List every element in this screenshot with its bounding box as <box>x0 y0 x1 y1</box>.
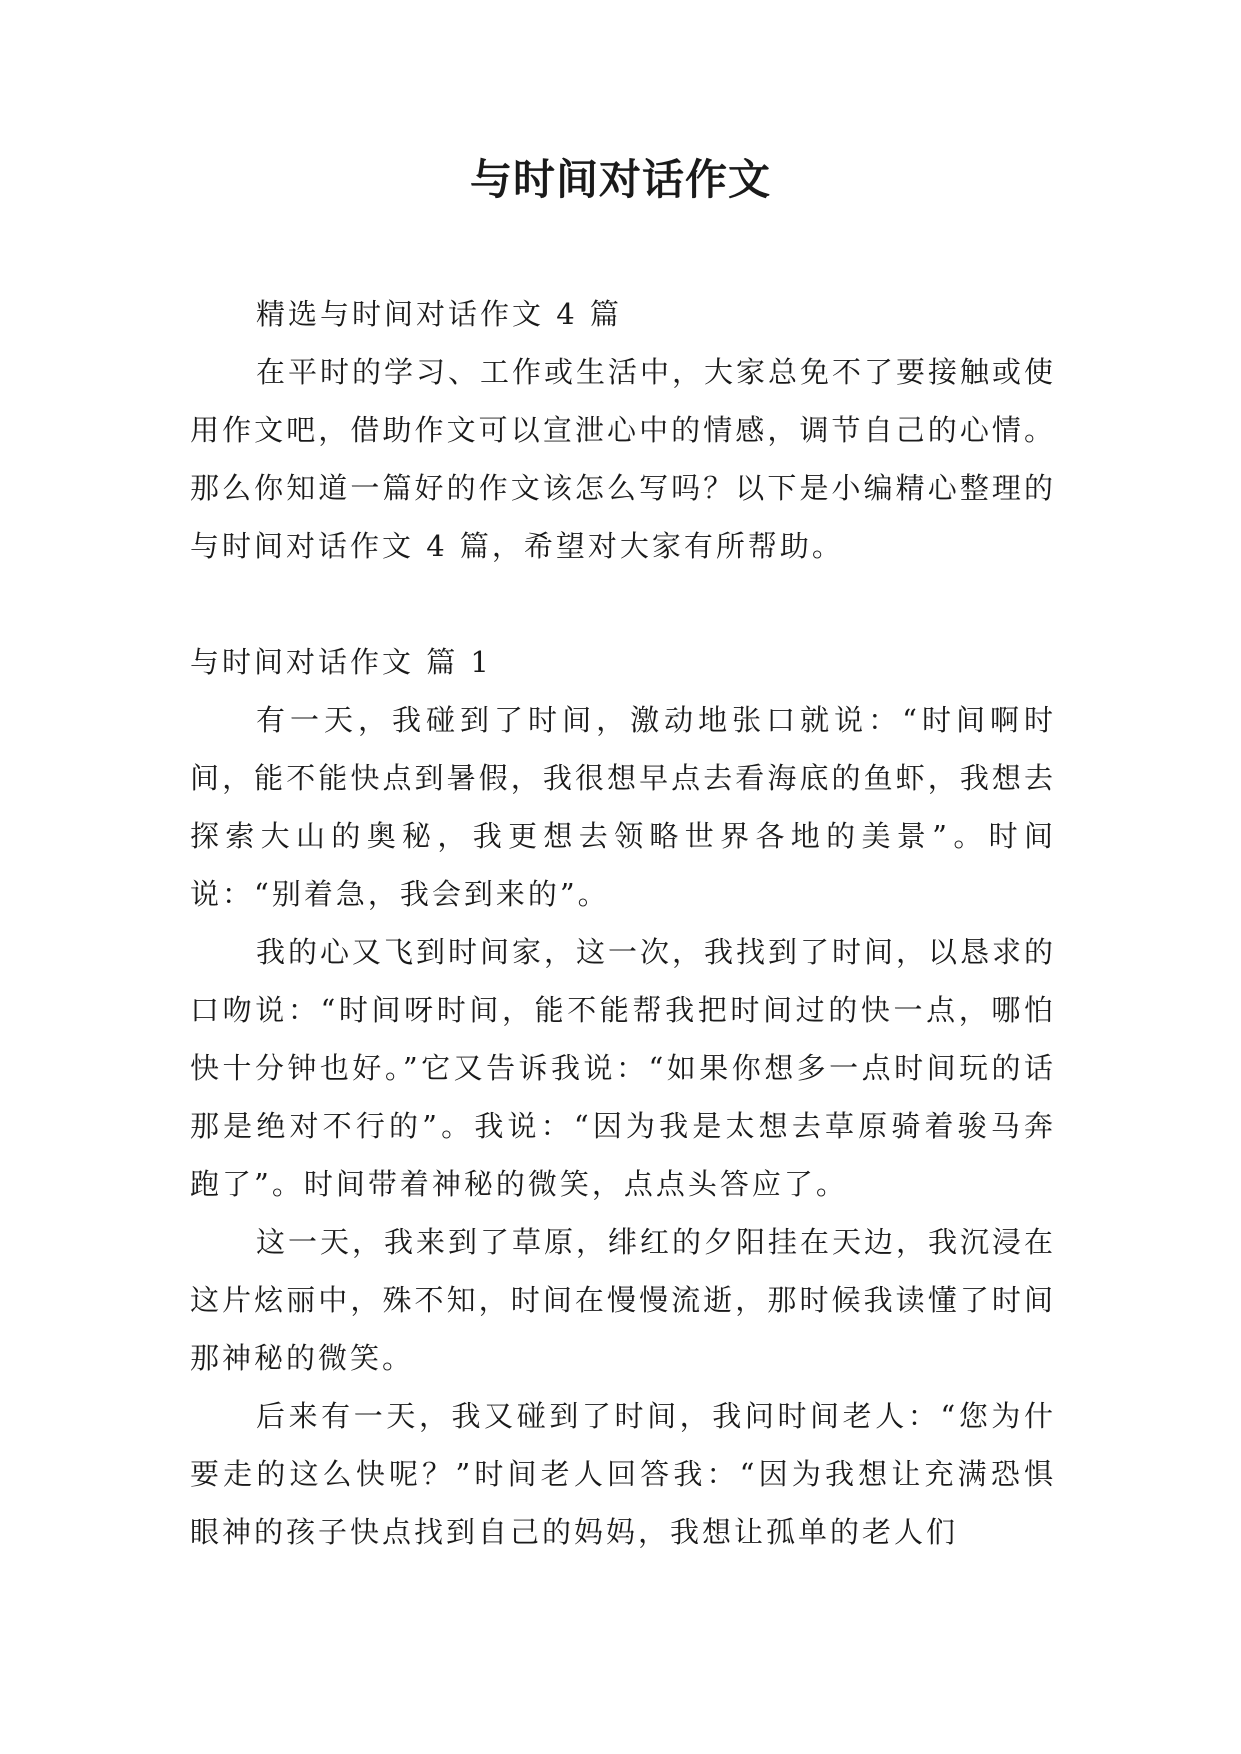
body-paragraph: 有一天，我碰到了时间，激动地张口就说：“时间啊时间，能不能快点到暑假，我很想早点去看海底的鱼虾，我想去探索大山的奥秘，我更想去领略世界各地的美景”。时间说：“别着急，我会到来的”。 <box>190 703 1056 911</box>
document-subtitle: 精选与时间对话作文 4 篇 <box>256 297 622 331</box>
section-heading: 与时间对话作文 篇 1 <box>190 645 492 679</box>
document-body <box>190 285 1056 1561</box>
body-paragraph: 我的心又飞到时间家，这一次，我找到了时间，以恳求的口吻说：“时间呀时间，能不能帮我把时间过的快一点，哪怕快十分钟也好。”它又告诉我说：“如果你想多一点时间玩的话那是绝对不行的”。我说：“因为我是太想去草原骑着骏马奔跑了”。时间带着神秘的微笑，点点头答应了。 <box>190 935 1057 1201</box>
body-paragraph: 这一天，我来到了草原，绯红的夕阳挂在天边，我沉浸在这片炫丽中，殊不知，时间在慢慢流逝，那时候我读懂了时间那神秘的微笑。 <box>190 1225 1057 1375</box>
intro-paragraph: 在平时的学习、工作或生活中，大家总免不了要接触或使用作文吧，借助作文可以宣泄心中的情感，调节自己的心情。那么你知道一篇好的作文该怎么写吗？以下是小编精心整理的与时间对话作文 4 篇，希望对大家有所帮助。 <box>190 355 1057 563</box>
body-paragraph: 后来有一天，我又碰到了时间，我问时间老人：“您为什要走的这么快呢？”时间老人回答我：“因为我想让充满恐惧眼神的孩子快点找到自己的妈妈，我想让孤单的老人们 <box>190 1399 1056 1549</box>
page-title: 与时间对话作文 <box>469 155 771 204</box>
